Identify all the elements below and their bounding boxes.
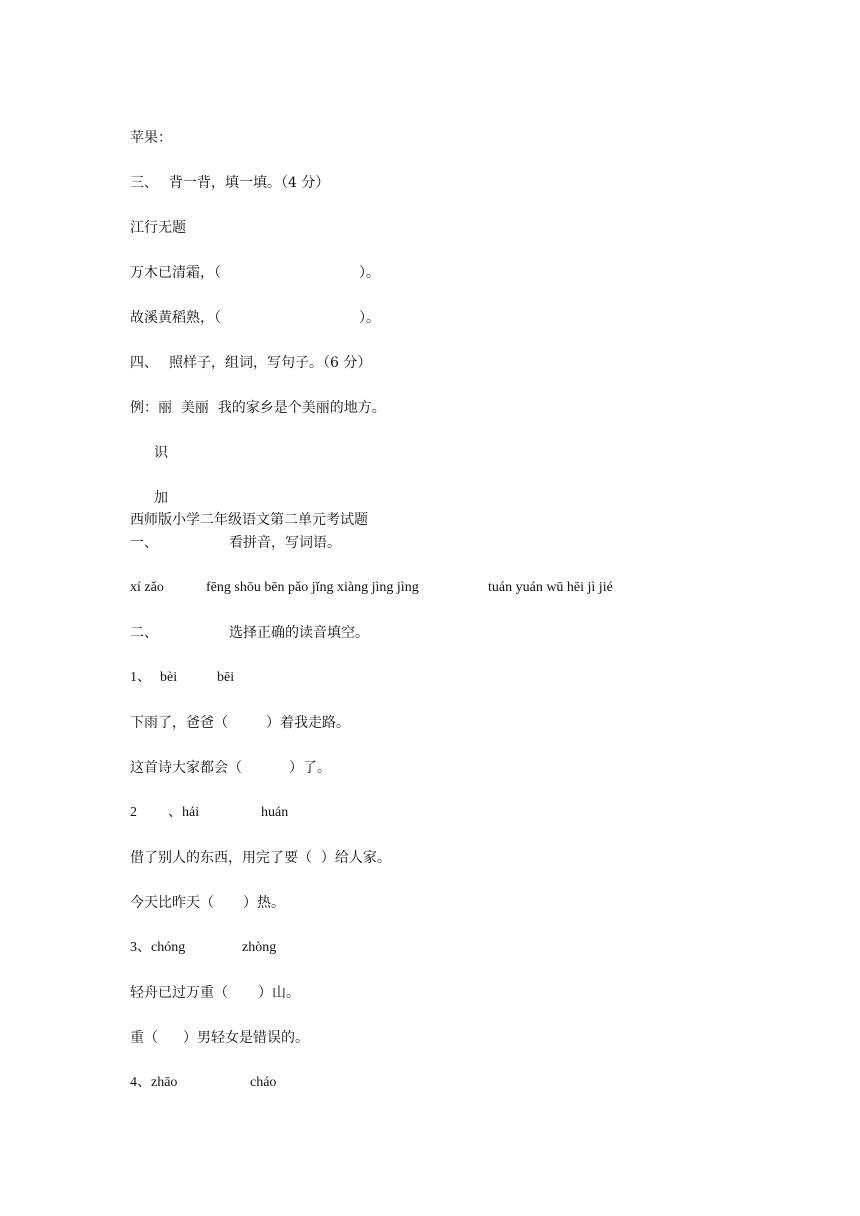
section-3-number: 三、 [130,175,158,191]
exam-title: 西师版小学二年级语文第二单元考试题 [130,512,368,528]
section-2-text: 选择正确的读音填空。 [229,625,369,641]
pinyin-group-1: xí zǎo [130,580,164,595]
q3-s1-end: ）山。 [258,985,300,1001]
q1-s2-end: ）了。 [289,760,331,776]
poem-line-1-end: ）。 [359,265,380,281]
word-char-2: 加 [154,490,168,506]
poem-line-2-end: ）。 [359,310,380,326]
section-3-text: 背一背，填一填。（4 分） [169,175,330,191]
example-sentence: 例：丽 美丽 我的家乡是个美丽的地方。 [130,400,386,416]
question-1-option-b: bēi [217,670,235,685]
poem-title: 江行无题 [130,220,186,236]
question-2-sentence-1: 借了别人的东西，用完了要（ ）给人家。 [130,850,391,866]
question-2-option-a: 、hái [168,805,200,820]
q3-s2-end: ）男轻女是错误的。 [183,1030,309,1046]
question-3-option-b: zhòng [242,940,277,955]
question-3-number: 3、chóng [130,940,186,955]
question-1-option-a: bèi [160,670,178,685]
section-1-number: 一、 [130,535,158,551]
poem-line-1-start: 万木已清霜，（ [130,265,221,281]
q1-s1-end: ）着我走路。 [266,715,350,731]
section-1-text: 看拼音，写词语。 [229,535,341,551]
pinyin-group-3: tuán yuán wū hēi jì jié [488,580,613,595]
question-1-number: 1、 [130,670,151,685]
q1-s2-start: 这首诗大家都会（ [130,760,242,776]
q3-s2-start: 重（ [130,1030,158,1046]
question-2-number: 2 [130,805,137,820]
q2-s2-start: 今天比昨天（ [130,895,214,911]
section-2-number: 二、 [130,625,158,641]
q2-s2-end: ）热。 [243,895,285,911]
question-2-option-b: huán [261,805,289,820]
apple-label: 苹果： [130,130,172,146]
question-4-number: 4、zhāo [130,1075,178,1090]
pinyin-group-2: fēng shōu bēn pǎo jǐng xiàng jìng jìng [206,580,419,595]
section-4-number: 四、 [130,355,158,371]
q3-s1-start: 轻舟已过万重（ [130,985,228,1001]
word-char-1: 识 [154,445,168,461]
question-4-option-b: cháo [250,1075,277,1090]
poem-line-2-start: 故溪黄稻熟，（ [130,310,221,326]
q1-s1-start: 下雨了，爸爸（ [130,715,228,731]
section-4-text: 照样子，组词，写句子。（6 分） [169,355,372,371]
